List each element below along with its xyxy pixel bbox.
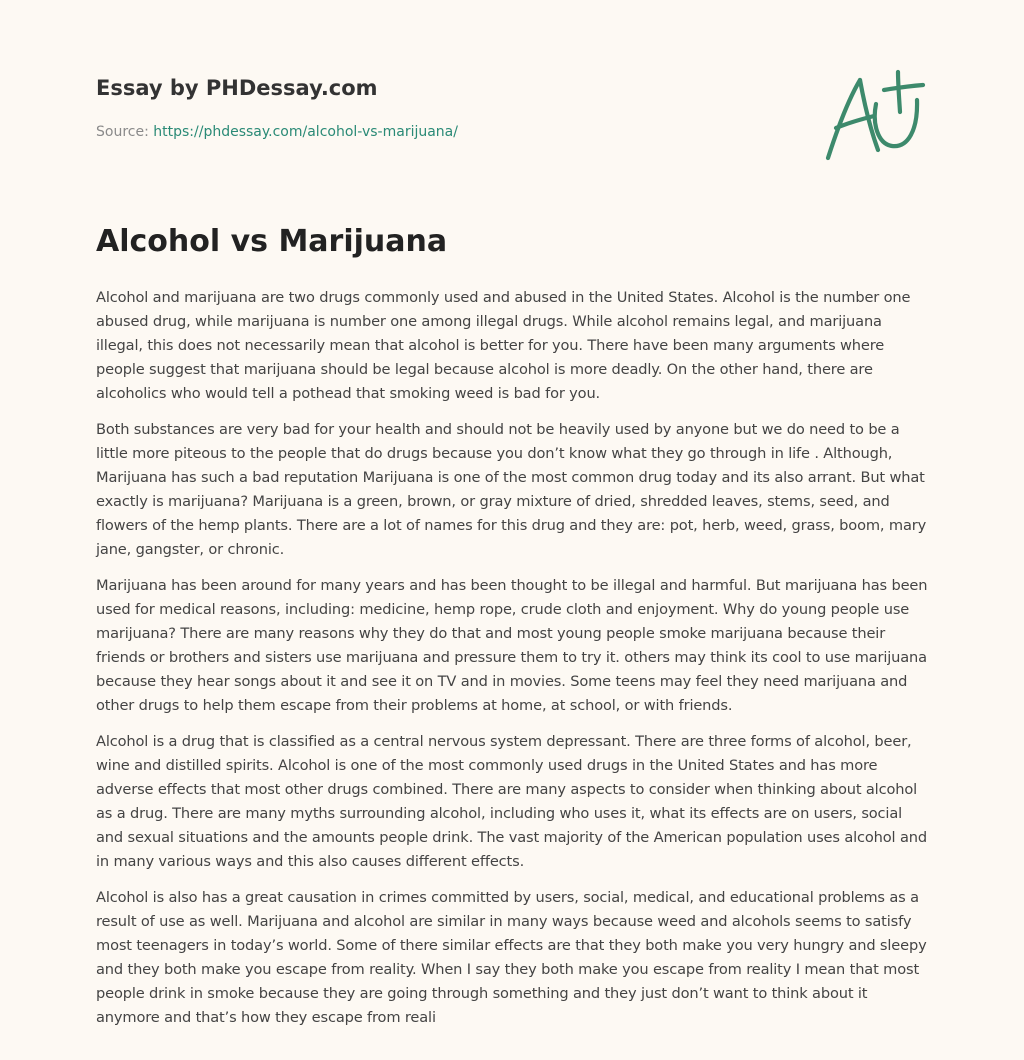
essay-paragraph: Both substances are very bad for your health and should not be heavily used by anyone but we do need to be a little more piteous to the people that do drugs because you don’t know what they go through in life . Although, Marijuana has such a bad reputation Marijuana is one of the most common drug today and its also arrant. But what exactly is marijuana? Marijuana is a green, brown, or gray mixture of dried, shredded leaves, stems, seed, and flowers of the hemp plants. There are a lot of names for this drug and they are: pot, herb, weed, grass, boom, mary jane, gangster, or chronic. (96, 421, 927, 558)
logo-plus-horizontal (884, 85, 923, 90)
essay-title: Alcohol vs Marijuana (96, 224, 448, 259)
essay-body (96, 286, 928, 1042)
logo-u-curve (875, 100, 917, 146)
essay-paragraph: Marijuana has been around for many years and has been thought to be illegal and harmful. But marijuana has been used for medical reasons, including: medicine, hemp rope, crude cloth and enjoyment. Why do young people use marijuana? There are many reasons why they do that and most young people smoke marijuana because their friends or brothers and sisters use marijuana and pressure them to try it. others may think its cool to use marijuana because they hear songs about it and see it on TV and in movies. Some teens may feel they need marijuana and other drugs to help them escape from their problems at home, at school, or with friends. (96, 577, 928, 714)
logo-plus-vertical (898, 72, 900, 112)
source-label: Source: (96, 124, 154, 140)
essay-paragraph: Alcohol and marijuana are two drugs commonly used and abused in the United States. Alcohol is the number one abused drug, while marijuana is number one among illegal drugs. While alcohol remains legal, and marijuana illegal, this does not necessarily mean that alcohol is better for you. There have been many arguments where people suggest that marijuana should be legal because alcohol is more deadly. On the other hand, there are alcoholics who would tell a pothead that smoking weed is bad for you. (96, 289, 911, 402)
brand-title: Essay by PHDessay.com (96, 76, 378, 100)
a-plus-logo-icon (820, 66, 930, 166)
source-line (96, 124, 458, 140)
source-link[interactable]: https://phdessay.com/alcohol-vs-marijuana/ (153, 124, 458, 140)
essay-paragraph: Alcohol is a drug that is classified as a central nervous system depressant. There are three forms of alcohol, beer, wine and distilled spirits. Alcohol is one of the most commonly used drugs in the United States and has more adverse effects that most other drugs combined. There are many aspects to consider when thinking about alcohol as a drug. There are many myths surrounding alcohol, including who uses it, what its effects are on users, social and sexual situations and the amounts people drink. The vast majority of the American population uses alcohol and in many various ways and this also causes different effects. (96, 733, 927, 870)
a-plus-logo-svg (820, 66, 930, 166)
essay-paragraph: Alcohol is also has a great causation in crimes committed by users, social, medical, and educational problems as a result of use as well. Marijuana and alcohol are similar in many ways because weed and alcohols seems to satisfy most teenagers in today’s world. Some of there similar effects are that they both make you very hungry and sleepy and they both make you escape from reality. When I say they both make you escape from reality I mean that most people drink in smoke because they are going through something and they just don’t want to think about it anymore and that’s how they escape from reali (96, 889, 927, 1026)
